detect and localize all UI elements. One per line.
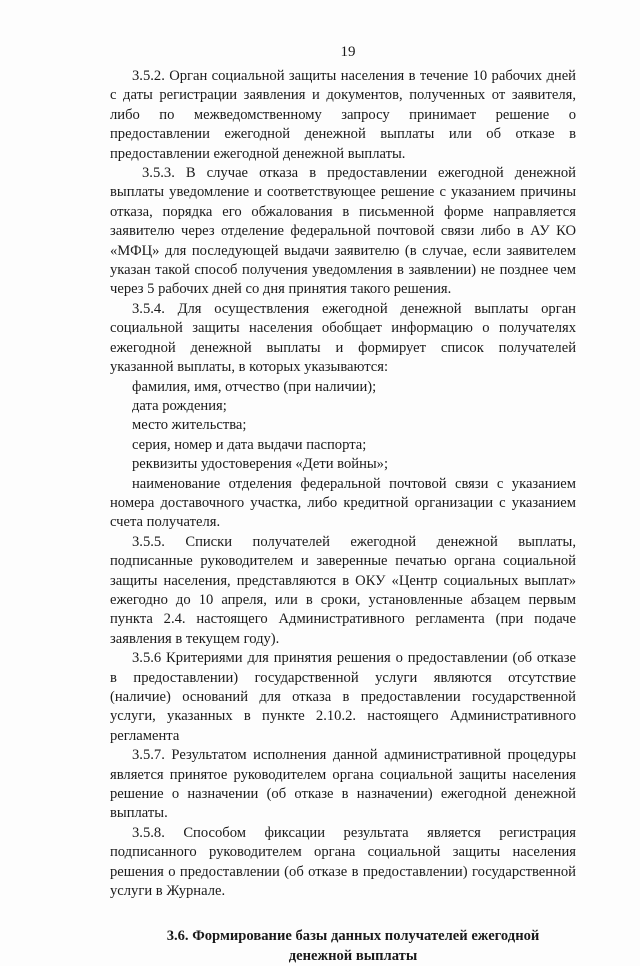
paragraph-3-5-8: 3.5.8. Способом фиксации результата является регистрация подписанного руководителем органа социальной защиты населения решения о предоставлении (об отказе в предоставлении) государственной услуги в Журнале.: [110, 824, 576, 900]
paragraph-3-5-6: 3.5.6 Критериями для принятия решения о предоставлении (об отказе в предоставлении) государственной услуги являются отсутствие (наличие) оснований для отказа в предоставлении государственной услуги, указанных в пункте 2.10.2. настоящего Административного регламента: [110, 650, 576, 744]
paragraph-3-5-5: 3.5.5. Списки получателей ежегодной денежной выплаты, подписанные руководителем и заверенные печатью органа социальной защиты населения, представляются в ОКУ «Центр социальных выплат» ежегодно до 10 апреля, или в сроки, установленные абзацем первым пункта 2.4. настоящего Административного регламента (при подаче заявления в текущем году).: [110, 533, 576, 647]
paragraph-3-5-3: 3.5.3. В случае отказа в предоставлении ежегодной денежной выплаты уведомление и соответствующее решение с указанием причины отказа, порядка его обжалования в письменной форме направляется заявителю через отделение федеральной почтовой связи либо в АУ КО «МФЦ» для последующей выдачи заявителю (в случае, если заявителем указан такой способ получения уведомления в заявлении) не позднее чем через 5 рабочих дней со дня принятия такого решения.: [110, 165, 576, 298]
paragraph-3-5-2: 3.5.2. Орган социальной защиты населения в течение 10 рабочих дней с даты регистрации заявления и документов, полученных от заявителя, либо по межведомственному запросу принимает решение о предоставлении ежегодной денежной выплаты или об отказе в предоставлении ежегодной денежной выплаты.: [110, 68, 576, 162]
page-number: 19: [340, 44, 356, 60]
list-item-name: фамилия, имя, отчество (при наличии);: [132, 378, 377, 395]
list-item-passport: серия, номер и дата выдачи паспорта;: [132, 436, 367, 453]
list-item-postal-office: наименование отделения федеральной почтовой связи с указанием номера доставочного участка, либо кредитной организации с указанием счета получателя.: [110, 475, 576, 531]
list-item-certificate: реквизиты удостоверения «Дети войны»;: [132, 456, 389, 473]
paragraph-3-5-7: 3.5.7. Результатом исполнения данной административной процедуры является принятое руководителем органа социальной защиты населения решение о назначении (об отказе в назначении) ежегодной денежной выплаты.: [110, 747, 576, 822]
section-heading: [110, 927, 576, 966]
section-heading-line1: 3.6. Формирование базы данных получателей ежегодной: [166, 928, 540, 945]
paragraph-3-5-4: 3.5.4. Для осуществления ежегодной денежной выплаты орган социальной защиты населения обобщает информацию о получателях ежегодной денежной выплаты и формирует список получателей указанной выплаты, в которых указываются:: [110, 300, 576, 376]
list-item-birthdate: дата рождения;: [132, 397, 227, 414]
section-heading-line2: денежной выплаты: [288, 947, 418, 964]
list-item-residence: место жительства;: [132, 417, 247, 434]
